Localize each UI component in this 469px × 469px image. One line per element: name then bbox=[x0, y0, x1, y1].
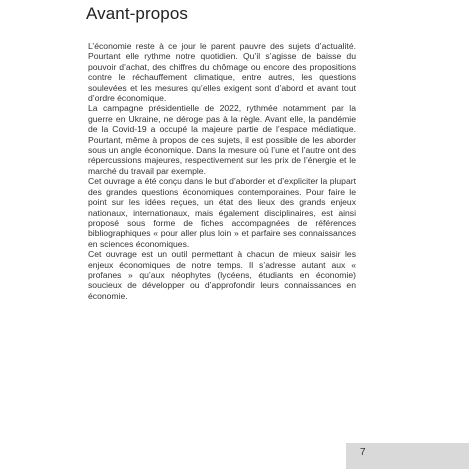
body-text bbox=[88, 41, 356, 301]
page-title: Avant-propos bbox=[86, 4, 189, 23]
paragraph-1: L’économie reste à ce jour le parent pauvre des sujets d’actualité. Pourtant elle rythme notre quotidien. Qu’il s’agisse de baisse du pouvoir d’achat, des chiffres du chômage ou encore des propositions contre le réchauffement climatique, entre autres, les questions soulevées et les mesures qu’elles exigent sont d’abord et avant tout d’ordre économique. bbox=[88, 41, 356, 104]
paragraph-3: Cet ouvrage a été conçu dans le but d’aborder et d’expliciter la plupart des grandes questions économiques contemporaines. Pour faire le point sur les idées reçues, un état des lieux des grands enjeux nationaux, internationaux, mais également disciplinaires, est ainsi proposé sous forme de fiches accompagnées de références bibliographiques « pour aller plus loin » et parfaire ses connaissances en sciences économiques. bbox=[88, 176, 356, 249]
paragraph-2: La campagne présidentielle de 2022, rythmée notamment par la guerre en Ukraine, ne déroge pas à la règle. Avant elle, la pandémie de la Covid-19 a occupé la majeure partie de l’espace médiatique. Pourtant, même à propos de ces sujets, il est possible de les aborder sous un angle économique. Dans la mesure où l’une et l’autre ont des répercussions majeures, respectivement sur les prix de l’énergie et le marché du travail par exemple. bbox=[88, 103, 356, 176]
page-number: 7 bbox=[360, 447, 366, 458]
paragraph-4: Cet ouvrage est un outil permettant à chacun de mieux saisir les enjeux économiques de notre temps. Il s’adresse autant aux « profanes » qu’aux néophytes (lycéens, étudiants en économie) soucieux de développer ou d’approfondir leurs connaissances en économie. bbox=[88, 249, 356, 301]
